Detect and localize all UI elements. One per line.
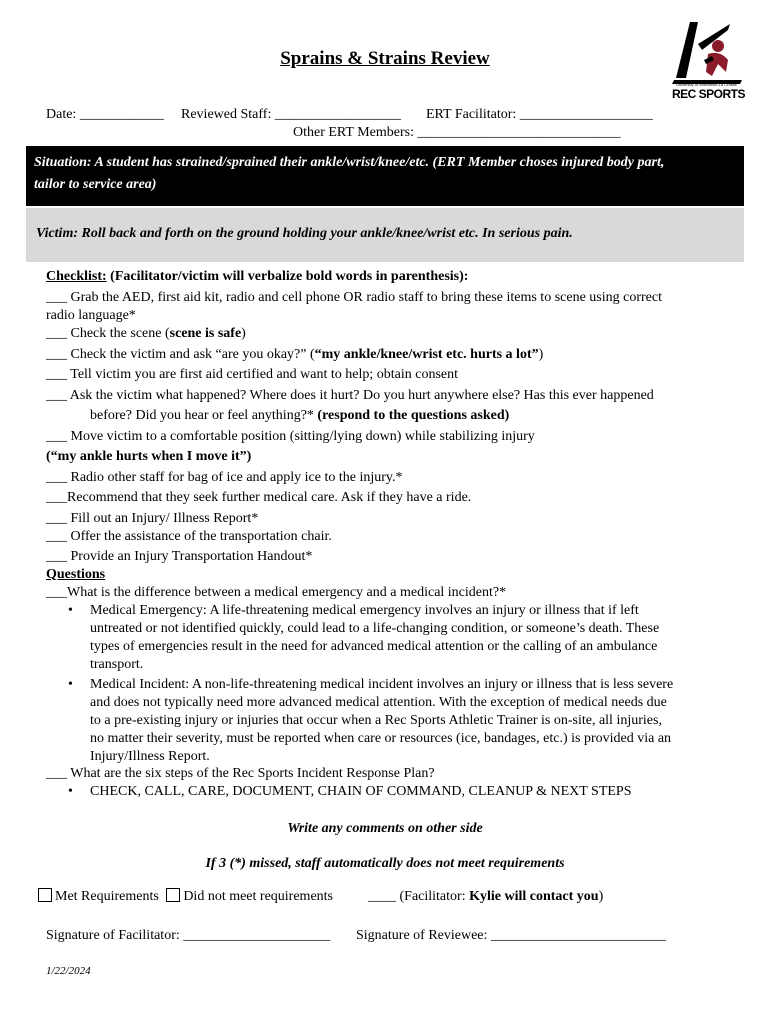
checklist-item-move-quote: (“my ankle hurts when I move it”) [46,449,252,464]
situation-line-1: Situation: A student has strained/sprained their ankle/wrist/knee/etc. (ERT Member choses injured body part, [34,155,665,170]
met-requirements-label: Met Requirements [55,889,159,904]
victim-text: Victim: Roll back and forth on the ground holding your ankle/knee/wrist etc. In serious pain. [36,226,573,241]
incident-line-2: and does not typically need more advanced medical attention. With the exception of medical needs due [90,695,667,710]
checklist-item-ice: ___ Radio other staff for bag of ice and apply ice to the injury.* [46,470,403,485]
checklist-title: Checklist: [46,269,107,284]
signature-facilitator[interactable]: Signature of Facilitator: _____________________ [46,928,331,943]
checklist-item-ask-cont [90,407,509,425]
checklist-item-aed-cont: radio language* [46,308,136,323]
scene-bold: scene is safe [169,326,242,341]
not-met-label: Did not meet requirements [183,889,333,904]
checklist-heading [46,268,468,286]
checklist-item-consent: ___ Tell victim you are first aid certified and want to help; obtain consent [46,367,459,382]
missed-note: If 3 (*) missed, staff automatically does not meet requirements [205,856,565,871]
questions-heading: Questions [46,567,106,582]
document-date: 1/22/2024 [46,965,91,977]
bullet-medical-emergency [90,602,659,674]
checklist-item-ask: ___ Ask the victim what happened? Where does it hurt? Do you hurt anywhere else? Has this ever happened [46,388,654,403]
incident-line-4: no matter their severity, must be reported when care or resources (ice, bandages, etc.) is provided via an [90,731,672,746]
not-met-checkbox[interactable] [166,888,180,902]
victim-box [26,208,744,262]
signature-reviewee[interactable]: Signature of Reviewee: _________________________ [356,928,666,943]
checklist-item-recommend: ___Recommend that they seek further medical care. Ask if they have a ride. [46,490,472,505]
facilitator-contact [368,888,603,906]
checklist-item-aed: ___ Grab the AED, first aid kit, radio and cell phone OR radio staff to bring these items to scene using correct [46,290,662,305]
logo-text: REC SPORTS [672,87,746,101]
facilitator-contact-text: ____ (Facilitator: [368,889,470,904]
comments-note: Write any comments on other side [287,821,483,836]
check-victim-bold: “my ankle/knee/wrist etc. hurts a lot” [314,347,539,362]
checklist-item-report: ___ Fill out an Injury/ Illness Report* [46,511,259,526]
situation-line-2: tailor to service area) [34,177,157,192]
situation-box [26,146,744,206]
date-field[interactable]: Date: ____________ [46,107,164,122]
checklist-item-scene [46,325,246,343]
facilitator-contact-bold: Kylie will contact you [469,889,599,904]
check-victim-end: ) [538,347,544,362]
emergency-line-2: untreated or not identified quickly, could lead to a life-changing condition, or someone’s death. These [90,621,660,636]
rec-sports-logo [668,20,746,100]
checklist-item-handout: ___ Provide an Injury Transportation Handout* [46,549,313,564]
met-requirements-checkbox[interactable] [38,888,52,902]
incident-line-5: Injury/Illness Report. [90,749,210,764]
facilitator-contact-end: ) [598,889,604,904]
scene-end: ) [241,326,246,341]
incident-line-1: • Medical Incident: A non-life-threatening medical incident involves an injury or illness that is less severe [90,676,673,694]
ask-cont-text: before? Did you hear or feel anything?* [90,408,318,423]
checklist-note: (Facilitator/victim will verbalize bold words in parenthesis): [106,269,469,284]
scene-text: ___ Check the scene ( [46,326,170,341]
incident-line-3: to a pre-existing injury or injuries that occur when a Rec Sports Athletic Trainer is on-site, all injuries, [90,713,662,728]
requirements-row [38,888,333,906]
page-title: Sprains & Strains Review [280,48,490,69]
checklist-item-chair: ___ Offer the assistance of the transportation chair. [46,529,332,544]
emergency-line-3: types of emergencies result in the need for advanced medical attention or the calling of an ambulance [90,639,658,654]
reviewed-staff-field[interactable]: Reviewed Staff: __________________ [181,107,401,122]
bullet-response-steps: • CHECK, CALL, CARE, DOCUMENT, CHAIN OF COMMAND, CLEANUP & NEXT STEPS [90,783,632,801]
logo-subtext: University of Wisconsin-La Crosse [676,82,737,87]
bullet-medical-incident [90,676,673,766]
checklist-item-move: ___ Move victim to a comfortable position (sitting/lying down) while stabilizing injury [46,429,535,444]
emergency-line-1: • Medical Emergency: A life-threatening medical emergency involves an injury or illness that if left [90,602,659,620]
ert-facilitator-field[interactable]: ERT Facilitator: ___________________ [426,107,653,122]
other-members-field[interactable]: Other ERT Members: _____________________________ [293,125,621,140]
question-2: ___ What are the six steps of the Rec Sports Incident Response Plan? [46,766,435,781]
check-victim-text: ___ Check the victim and ask “are you okay?” ( [46,347,315,362]
emergency-line-4: transport. [90,657,144,672]
ask-cont-bold: (respond to the questions asked) [317,408,510,423]
checklist-item-check-victim [46,346,543,364]
question-1: ___What is the difference between a medical emergency and a medical incident?* [46,585,507,600]
